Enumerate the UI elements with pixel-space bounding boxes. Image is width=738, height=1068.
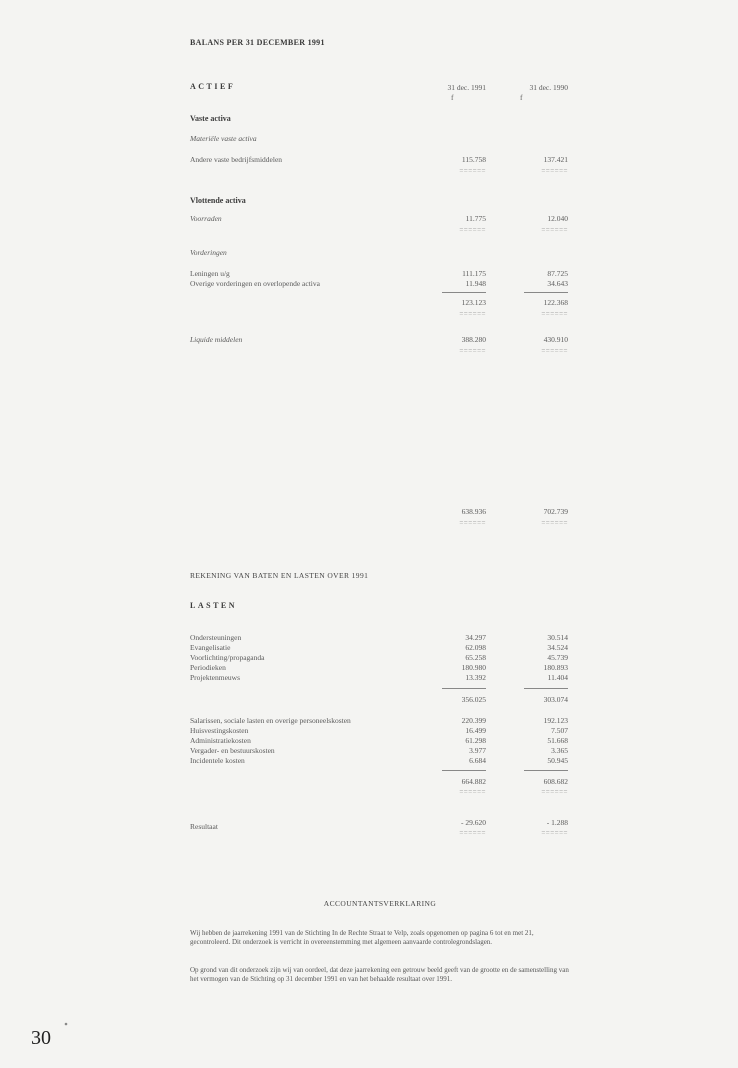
lasten-row-1991: 220.399: [461, 716, 486, 725]
rekening-title: REKENING VAN BATEN EN LASTEN OVER 1991: [190, 571, 369, 580]
double-rule: ======: [459, 226, 486, 234]
double-rule: ======: [541, 310, 568, 318]
lasten-row-label: Projektenmeuws: [190, 673, 240, 682]
col1-header: 31 dec. 1991: [447, 83, 486, 92]
page-mark: [63, 1021, 69, 1029]
double-rule: ======: [541, 829, 568, 837]
double-rule: ======: [541, 167, 568, 175]
group2-total-1990: 608.682: [543, 777, 568, 786]
lasten-row-label: Incidentele kosten: [190, 756, 245, 765]
lasten-row-label: Vergader- en bestuurskosten: [190, 746, 275, 755]
lasten-row: [190, 643, 568, 653]
lasten-row-1991: 34.297: [465, 633, 486, 642]
col2-header: 31 dec. 1990: [529, 83, 568, 92]
lasten-row-1991: 61.298: [465, 736, 486, 745]
materiele-heading: Materiële vaste activa: [190, 134, 257, 143]
col2-currency: f: [520, 93, 523, 102]
lasten-row-label: Huisvestingskosten: [190, 726, 249, 735]
andere-1991: 115.758: [461, 155, 486, 164]
lasten-row: [190, 736, 568, 746]
actief-total-1991: 638.936: [461, 507, 486, 516]
accountant-paragraph-2: Op grond van dit onderzoek zijn wij van oordeel, dat deze jaarrekening een getrouw beeld geeft van de grootte en de samenstelling van het vermogen van de Stichting op 31 december 1991 en van het behaalde resultaat over 1991.: [190, 966, 569, 983]
voorraden-1991: 11.775: [465, 214, 486, 223]
page-number: 30: [31, 1027, 51, 1049]
lasten-row: [190, 653, 568, 663]
lasten-row-label: Periodieken: [190, 663, 226, 672]
lasten-row-1990: 7.507: [551, 726, 568, 735]
lasten-row-label: Evangelisatie: [190, 643, 231, 652]
lasten-row: [190, 756, 568, 766]
lasten-group2: [190, 716, 568, 766]
accountant-title: ACCOUNTANTSVERKLARING: [323, 899, 437, 908]
subtotal-rule: [524, 292, 568, 293]
vorderingen-total-1990: 122.368: [543, 298, 568, 307]
leningen-1991: 111.175: [462, 269, 486, 278]
lasten-row: [190, 746, 568, 756]
group1-total-1990: 303.074: [543, 695, 568, 704]
scan-speck-icon: [63, 1021, 69, 1027]
lasten-row-1990: 3.365: [551, 746, 568, 755]
lasten-row-label: Salarissen, sociale lasten en overige personeelskosten: [190, 716, 351, 725]
lasten-row-1991: 3.977: [469, 746, 486, 755]
lasten-row-1990: 51.668: [547, 736, 568, 745]
resultaat-1991: - 29.620: [461, 818, 486, 827]
voorraden-label: Voorraden: [190, 214, 222, 223]
subtotal-rule: [524, 688, 568, 689]
double-rule: ======: [459, 829, 486, 837]
lasten-row-label: Voorlichting/propaganda: [190, 653, 265, 662]
subtotal-rule: [442, 292, 486, 293]
lasten-row-1990: 11.404: [547, 673, 568, 682]
leningen-label: Leningen u/g: [190, 269, 230, 278]
col1-currency: f: [451, 93, 454, 102]
subtotal-rule: [524, 770, 568, 771]
resultaat-1990: - 1.288: [546, 818, 568, 827]
andere-label: Andere vaste bedrijfsmiddelen: [190, 155, 283, 164]
lasten-row: [190, 673, 568, 683]
overige-1990: 34.643: [547, 279, 568, 288]
lasten-row-label: Administratiekosten: [190, 736, 251, 745]
subtotal-rule: [442, 770, 486, 771]
double-rule: ======: [459, 167, 486, 175]
double-rule: ======: [459, 347, 486, 355]
lasten-row-1990: 34.524: [547, 643, 568, 652]
resultaat-label: Resultaat: [190, 822, 218, 831]
voorraden-1990: 12.040: [547, 214, 568, 223]
lasten-row-label: Ondersteuningen: [190, 633, 242, 642]
lasten-row-1990: 45.739: [547, 653, 568, 662]
andere-1990: 137.421: [543, 155, 568, 164]
lasten-row-1991: 13.392: [465, 673, 486, 682]
double-rule: ======: [541, 519, 568, 527]
vaste-activa-heading: Vaste activa: [190, 114, 231, 123]
balance-title: BALANS PER 31 DECEMBER 1991: [190, 38, 325, 47]
vorderingen-heading: Vorderingen: [190, 248, 227, 257]
double-rule: ======: [541, 226, 568, 234]
leningen-1990: 87.725: [547, 269, 568, 278]
double-rule: ======: [459, 788, 486, 796]
liquide-1990: 430.910: [543, 335, 568, 344]
liquide-label: Liquide middelen: [190, 335, 243, 344]
lasten-row: [190, 716, 568, 726]
lasten-row-1991: 6.684: [469, 756, 486, 765]
subtotal-rule: [442, 688, 486, 689]
accountant-paragraph-1: Wij hebben de jaarrekening 1991 van de Stichting In de Rechte Straat te Velp, zoals opgenomen op pagina 6 tot en met 21, gecontroleerd. Dit onderzoek is verricht in overeenstemming met algemeen aanvaarde controlegrondslagen.: [190, 929, 534, 946]
lasten-row: [190, 633, 568, 643]
lasten-row-1990: 192.123: [543, 716, 568, 725]
actief-total-1990: 702.739: [543, 507, 568, 516]
lasten-row: [190, 726, 568, 736]
vorderingen-total-1991: 123.123: [461, 298, 486, 307]
lasten-row-1990: 30.514: [547, 633, 568, 642]
vlottende-heading: Vlottende activa: [190, 196, 246, 205]
overige-1991: 11.948: [465, 279, 486, 288]
lasten-row: [190, 663, 568, 673]
lasten-row-1990: 50.945: [547, 756, 568, 765]
liquide-1991: 388.280: [461, 335, 486, 344]
double-rule: ======: [541, 347, 568, 355]
lasten-row-1991: 65.258: [465, 653, 486, 662]
double-rule: ======: [541, 788, 568, 796]
double-rule: ======: [459, 310, 486, 318]
actief-heading: ACTIEF: [190, 82, 236, 91]
lasten-heading: LASTEN: [190, 601, 238, 610]
double-rule: ======: [459, 519, 486, 527]
lasten-row-1990: 180.893: [543, 663, 568, 672]
lasten-row-1991: 180.980: [461, 663, 486, 672]
group1-total-1991: 356.025: [461, 695, 486, 704]
group2-total-1991: 664.882: [461, 777, 486, 786]
lasten-row-1991: 62.098: [465, 643, 486, 652]
overige-label: Overige vorderingen en overlopende activa: [190, 279, 320, 288]
lasten-row-1991: 16.499: [465, 726, 486, 735]
lasten-group1: [190, 633, 568, 683]
